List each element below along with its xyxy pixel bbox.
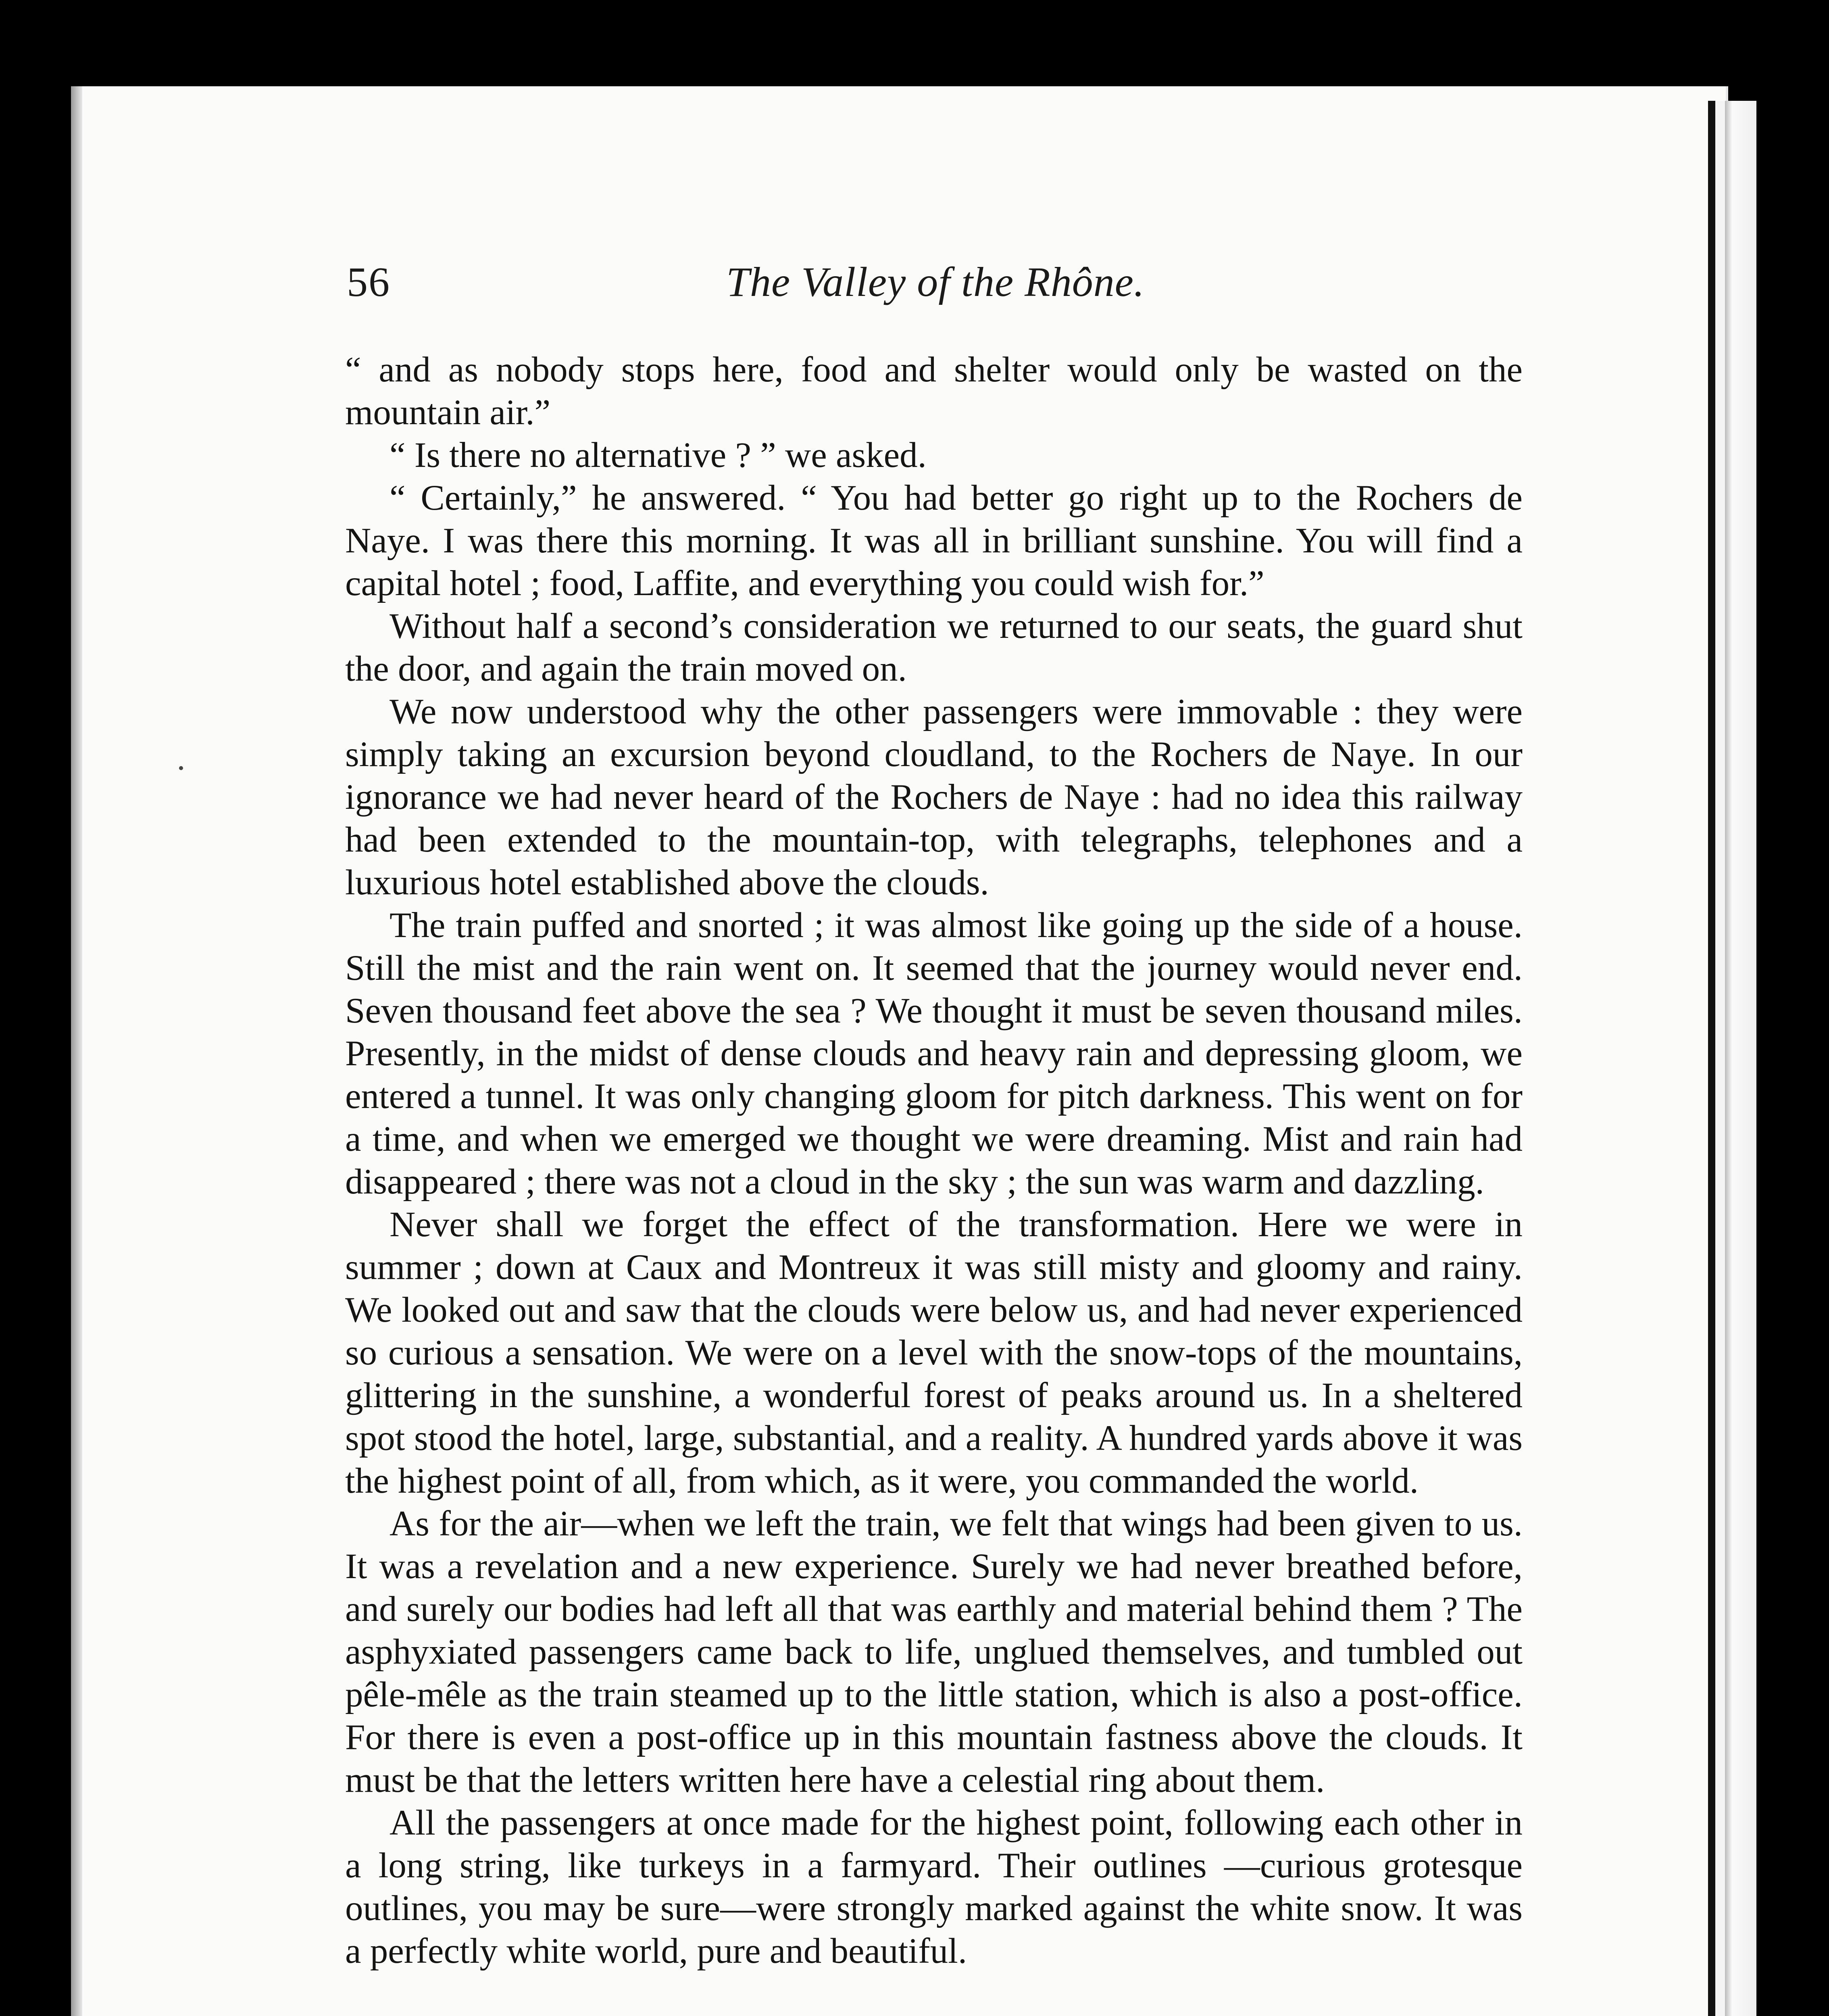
paragraph: Without half a second’s consideration we returned to our seats, the guard shut the door, and again the train moved on. bbox=[345, 606, 1523, 689]
page-number: 56 bbox=[347, 259, 390, 305]
margin-speck bbox=[179, 766, 183, 770]
body-text bbox=[345, 348, 1523, 1972]
page-fore-edge bbox=[1708, 101, 1756, 2016]
paragraph: “ and as nobody stops here, food and shelter would only be wasted on the mountain air.” bbox=[345, 350, 1523, 432]
page-gutter-edge bbox=[71, 86, 82, 2016]
paragraph: “ Certainly,” he answered. “ You had better go right up to the Rochers de Naye. I was there this morning. It was all in brilliant sunshine. You will find a capital hotel ; food, Laffite, and everything you could wish for.” bbox=[345, 478, 1523, 603]
paragraph: Never shall we forget the effect of the transformation. Here we were in summer ; down at Caux and Montreux it was still misty and gloomy and rainy. We looked out and saw that the clouds were below us, and had never experienced so curious a sensation. We were on a level with the snow-tops of the mountains, glittering in the sunshine, a wonderful forest of peaks around us. In a sheltered spot stood the hotel, large, substantial, and a reality. A hundred yards above it was the highest point of all, from which, as it were, you commanded the world. bbox=[345, 1205, 1523, 1501]
running-title: The Valley of the Rhône. bbox=[726, 259, 1145, 305]
paragraph: The train puffed and snorted ; it was almost like going up the side of a house. Still the mist and the rain went on. It seemed that the journey would never end. Seven thousand feet above the sea ? We thought it must be seven thousand miles. Presently, in the midst of dense clouds and heavy rain and depressing gloom, we entered a tunnel. It was only changing gloom for pitch darkness. This went on for a time, and when we emerged we thought we were dreaming. Mist and rain had disappeared ; there was not a cloud in the sky ; the sun was warm and dazzling. bbox=[345, 906, 1523, 1202]
paragraph: As for the air—when we left the train, we felt that wings had been given to us. It was a revelation and a new experience. Surely we had never breathed before, and surely our bodies had left all that was earthly and material behind them ? The asphyxiated passengers came back to life, unglued themselves, and tumbled out pêle-mêle as the train steamed up to the little station, which is also a post-office. For there is even a post-office up in this mountain fastness above the clouds. It must be that the letters written here have a celestial ring about them. bbox=[345, 1504, 1523, 1800]
paragraph: All the passengers at once made for the highest point, following each other in a long string, like turkeys in a farmyard. Their outlines —curious grotesque outlines, you may be sure—were strongly marked against the white snow. It was a perfectly white world, pure and beautiful. bbox=[345, 1803, 1523, 1971]
running-head bbox=[347, 258, 1524, 314]
paragraph: We now understood why the other passengers were immovable : they were simply taking an excursion beyond cloudland, to the Rochers de Naye. In our ignorance we had never heard of the Rochers de Naye : had no idea this railway had been extended to the mountain-top, with telegraphs, telephones and a luxurious hotel established above the clouds. bbox=[345, 692, 1523, 902]
paragraph: “ Is there no alternative ? ” we asked. bbox=[390, 435, 927, 475]
